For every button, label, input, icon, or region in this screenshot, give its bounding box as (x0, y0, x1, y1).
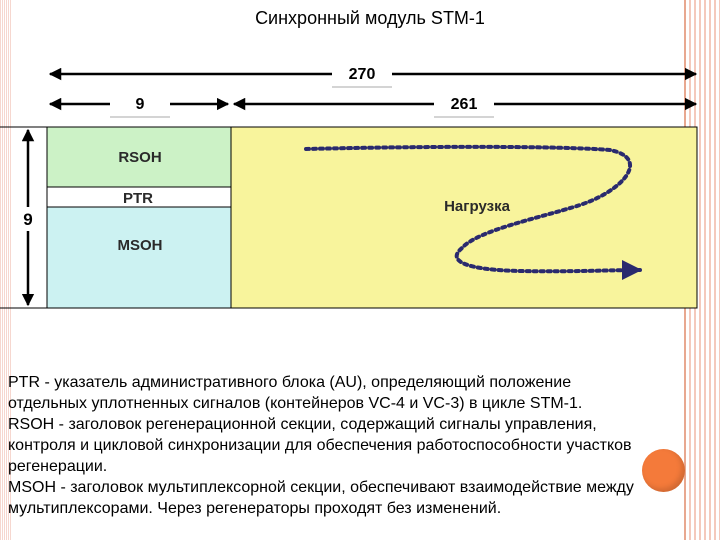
payload-columns-label: 261 (450, 96, 478, 113)
rsoh-label: RSOH (118, 149, 162, 166)
payload-block (231, 127, 697, 308)
description-line: RSOH - заголовок регенерационной секции, содержащий сигналы управления, (8, 416, 597, 433)
description-line: MSOH - заголовок мультиплексорной секции, обеспечивают взаимодействие между (8, 479, 634, 496)
page-title: Синхронный модуль STM-1 (255, 8, 485, 28)
header-columns-label: 9 (135, 96, 145, 113)
description-text (8, 372, 720, 519)
total-columns-label: 270 (348, 66, 376, 83)
description-line: регенерации. (8, 458, 108, 475)
rows-label: 9 (23, 210, 33, 229)
description-line: отдельных уплотненных сигналов (контейнеров VC-4 и VC-3) в цикле STM-1. (8, 395, 583, 412)
ptr-label: PTR (123, 190, 153, 207)
msoh-block (47, 207, 231, 308)
msoh-label: MSOH (117, 237, 163, 254)
payload-label: Нагрузка (444, 198, 510, 215)
description-line: PTR - указатель административного блока (AU), определяющий положение (8, 374, 572, 391)
description-line: контроля и цикловой синхронизации для обеспечения работоспособности участков (8, 437, 632, 454)
orange-circle-decoration (642, 449, 685, 492)
description-line: мультиплексорами. Через регенераторы проходят без изменений. (8, 500, 502, 517)
